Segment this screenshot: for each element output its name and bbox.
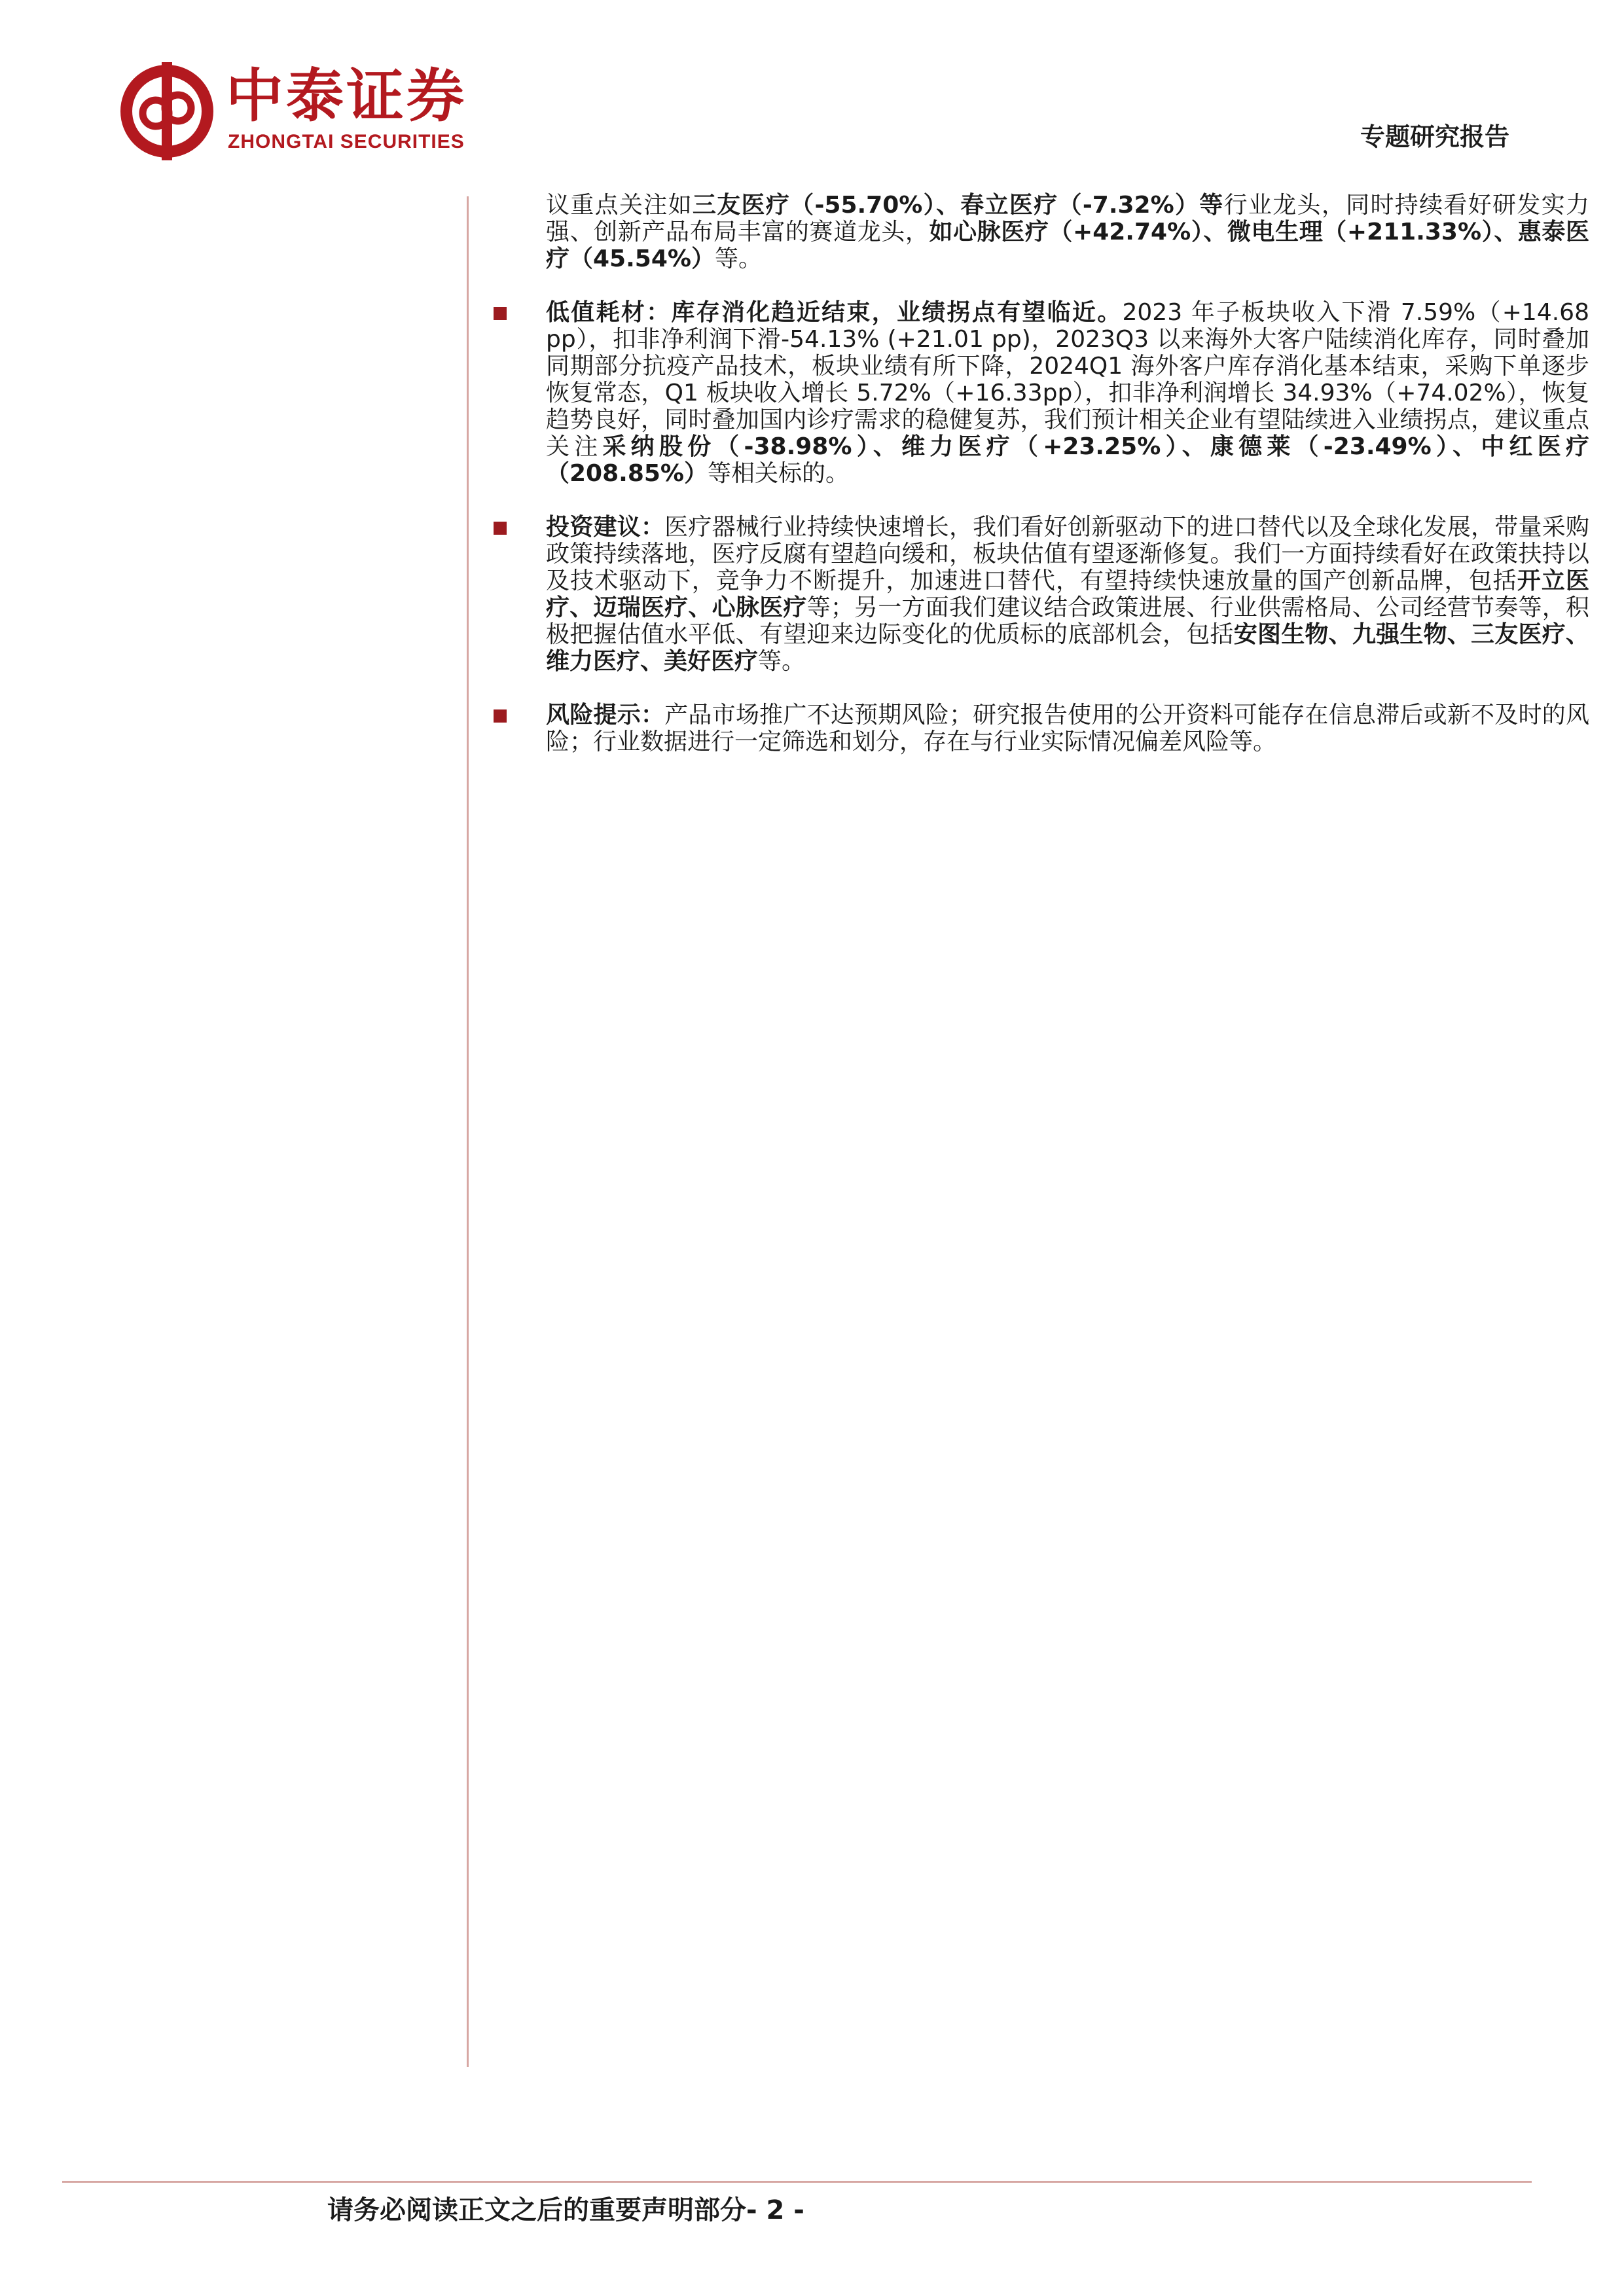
- section-risk-warning: [488, 702, 1589, 755]
- bold-companies: 开立医疗、迈瑞医疗、心脉医疗: [546, 567, 1589, 621]
- bullet-square-icon: [494, 522, 507, 535]
- paragraph-continued: [488, 192, 1589, 272]
- section-low-value-consumables: [488, 299, 1589, 487]
- text-run: 议重点关注如: [546, 192, 693, 219]
- text-run: 等相关标的。: [708, 460, 850, 487]
- text-run: 等。: [758, 648, 806, 675]
- left-margin-rule: [467, 196, 469, 2067]
- section-investment-advice: [488, 514, 1589, 675]
- logo-chinese-name: 中泰证券: [226, 62, 467, 130]
- text-run: 等；另一方面我们建议结合政策进展、行业供需格局、公司经营节奏等，积极把握估值水平低、有望迎来边际变化的优质标的底部机会，包括: [546, 594, 1589, 648]
- section-heading: 投资建议：: [546, 514, 665, 541]
- text-run: 产品市场推广不达预期风险；研究报告使用的公开资料可能存在信息滞后或新不及时的风险；行业数据进行一定筛选和划分，存在与行业实际情况偏差风险等。: [546, 702, 1589, 755]
- section-heading: 风险提示：: [546, 702, 665, 728]
- company-logo: [118, 62, 484, 160]
- text-run: 等。: [714, 245, 762, 272]
- report-body: [488, 192, 1589, 782]
- page-number: - 2 -: [746, 2195, 804, 2225]
- footer-disclaimer: 请务必阅读正文之后的重要声明部分: [327, 2195, 746, 2225]
- logo-english-name: ZHONGTAI SECURITIES: [228, 131, 465, 152]
- bullet-square-icon: [494, 709, 507, 723]
- bold-companies: 安图生物、九强生物、三友医疗、维力医疗、美好医疗: [546, 621, 1589, 675]
- footer-rule: [62, 2181, 1532, 2183]
- bold-companies: 如心脉医疗（+42.74%）、微电生理（+211.33%）、惠泰医疗（45.54%）: [546, 219, 1589, 272]
- report-type-label: 专题研究报告: [1360, 122, 1509, 151]
- zhongtai-logo-icon: [118, 62, 216, 160]
- bullet-square-icon: [494, 307, 507, 320]
- text-run: 医疗器械行业持续快速增长，我们看好创新驱动下的进口替代以及全球化发展，带量采购政策持续落地，医疗反腐有望趋向缓和，板块估值有望逐渐修复。我们一方面持续看好在政策扶持以及技术驱动下，竞争力不断提升，加速进口替代，有望持续快速放量的国产创新品牌，包括: [546, 514, 1589, 594]
- section-heading: 低值耗材：库存消化趋近结束，业绩拐点有望临近。: [546, 299, 1123, 326]
- text-run: 行业龙头，同时持续看好研发实力强、创新产品布局丰富的赛道龙头，: [546, 192, 1589, 245]
- text-run: 2023 年子板块收入下滑 7.59%（+14.68 pp），扣非净利润下滑-54.13% (+21.01 pp)，2023Q3 以来海外大客户陆续消化库存，同时叠加同期部分抗疫产品技术，板块业绩有所下降，2024Q1 海外客户库存消化基本结束，采购下单逐步恢复常态，Q1 板块收入增长 5.72%（+16.33pp），扣非净利润增长 34.93%（+74.02%），恢复趋势良好，同时叠加国内诊疗需求的稳健复苏，我们预计相关企业有望陆续进入业绩拐点，建议重点关注: [546, 299, 1589, 460]
- footer: [327, 2194, 804, 2227]
- bold-companies: 三友医疗（-55.70%）、春立医疗（-7.32%）等: [692, 192, 1224, 219]
- bold-companies: 采纳股份（-38.98%）、维力医疗（+23.25%）、康德莱（-23.49%）、中红医疗（208.85%）: [546, 433, 1589, 487]
